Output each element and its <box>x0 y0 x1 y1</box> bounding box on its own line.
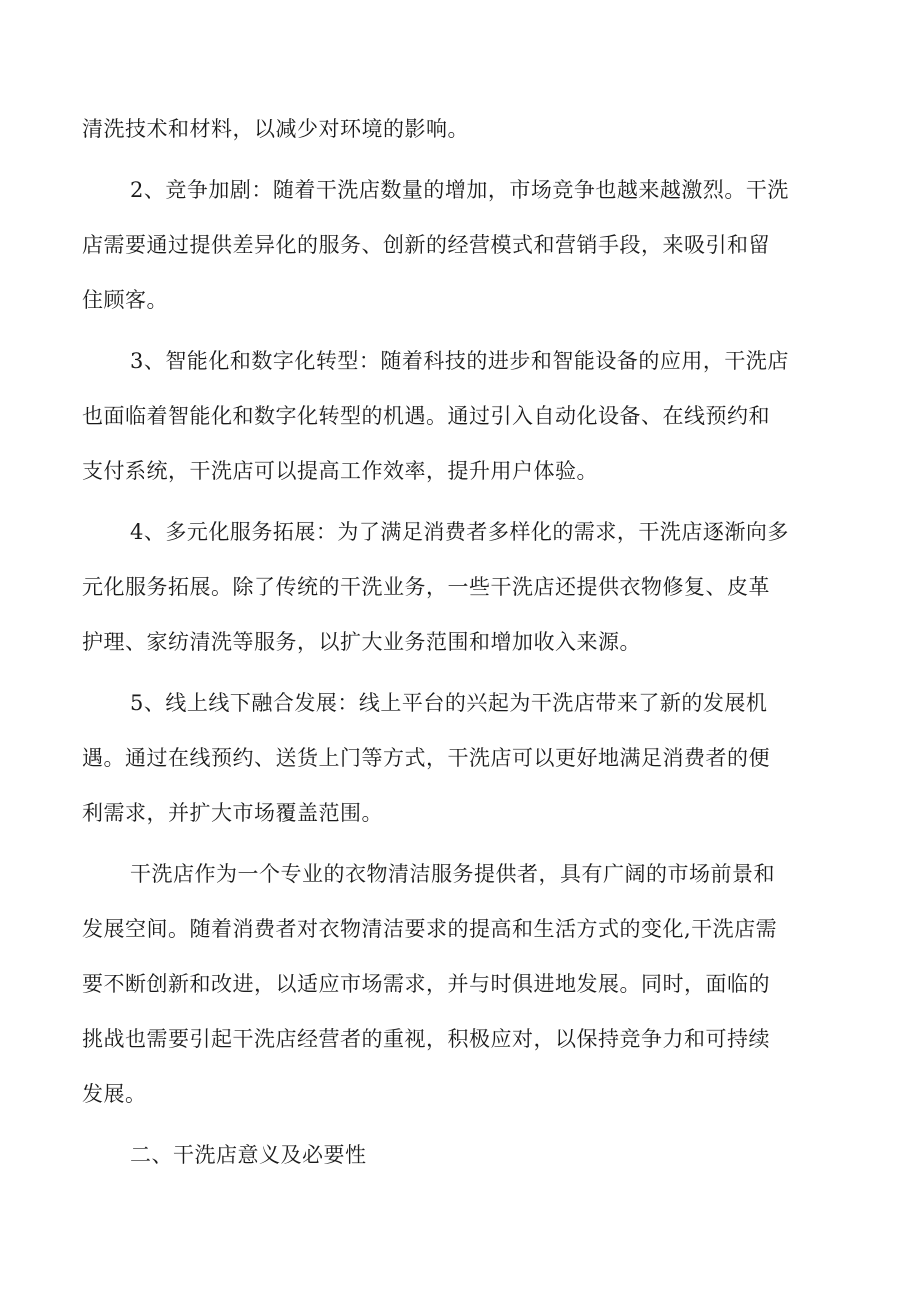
section-heading: 二、干洗店意义及必要性 <box>130 1143 367 1167</box>
text-line: 清洗技术和材料，以减少对环境的影响。 <box>82 117 469 141</box>
text-line: 店需要通过提供差异化的服务、创新的经营模式和营销手段，来吸引和留 <box>82 233 770 257</box>
text-line: 护理、家纺清洗等服务，以扩大业务范围和增加收入来源。 <box>82 630 641 654</box>
text-line: 2、竞争加剧：随着干洗店数量的增加，市场竞争也越来越激烈。干洗 <box>130 178 789 202</box>
text-line: 发展空间。随着消费者对衣物清洁要求的提高和生活方式的变化,干洗店需 <box>82 917 778 941</box>
text-line: 挑战也需要引起干洗店经营者的重视，积极应对，以保持竞争力和可持续 <box>82 1027 770 1051</box>
text-line: 支付系统，干洗店可以提高工作效率，提升用户体验。 <box>82 459 598 483</box>
text-line: 也面临着智能化和数字化转型的机遇。通过引入自动化设备、在线预约和 <box>82 404 770 428</box>
text-line: 4、多元化服务拓展：为了满足消费者多样化的需求，干洗店逐渐向多 <box>130 520 789 544</box>
text-line: 干洗店作为一个专业的衣物清洁服务提供者，具有广阔的市场前景和 <box>130 862 775 886</box>
text-line: 元化服务拓展。除了传统的干洗业务，一些干洗店还提供衣物修复、皮革 <box>82 575 770 599</box>
text-line: 3、智能化和数字化转型：随着科技的进步和智能设备的应用，干洗店 <box>130 349 789 373</box>
text-line: 利需求，并扩大市场覆盖范围。 <box>82 801 383 825</box>
text-line: 遇。通过在线预约、送货上门等方式，干洗店可以更好地满足消费者的便 <box>82 746 770 770</box>
text-line: 发展。 <box>82 1082 147 1106</box>
text-line: 要不断创新和改进，以适应市场需求，并与时俱进地发展。同时，面临的 <box>82 972 770 996</box>
text-line: 5、线上线下融合发展：线上平台的兴起为干洗店带来了新的发展机 <box>130 691 768 715</box>
text-line: 住顾客。 <box>82 288 168 312</box>
